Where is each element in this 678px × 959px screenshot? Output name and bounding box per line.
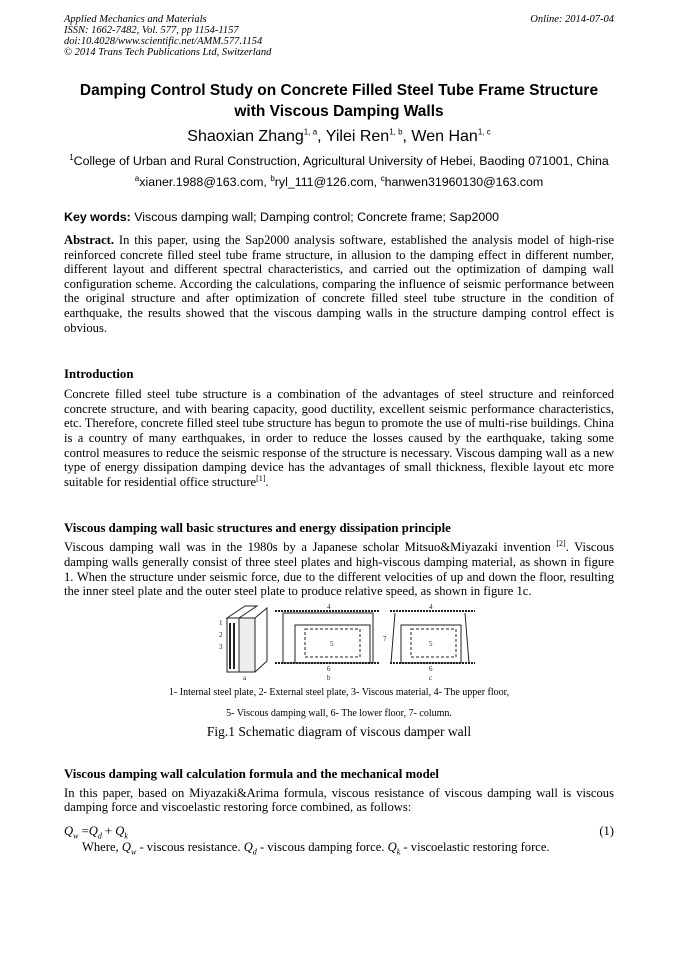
symbol-sub: d bbox=[252, 847, 257, 857]
paragraph-end: . bbox=[265, 474, 269, 489]
fig-label: 5 bbox=[330, 639, 334, 648]
copyright: © 2014 Trans Tech Publications Ltd, Switzerland bbox=[64, 47, 272, 58]
equation-number: (1) bbox=[599, 823, 614, 838]
fig-label: b bbox=[327, 673, 331, 682]
fig-label: 6 bbox=[429, 664, 433, 673]
title-line-1: Damping Control Study on Concrete Filled Steel Tube Frame Structure bbox=[79, 82, 599, 99]
figure-caption: Fig.1 Schematic diagram of viscous damper wall bbox=[206, 723, 472, 739]
keywords bbox=[64, 209, 614, 225]
keywords-text: Viscous damping wall; Damping control; Concrete frame; Sap2000 bbox=[130, 210, 500, 224]
section-heading: Viscous damping wall basic structures and energy dissipation principle bbox=[64, 521, 451, 536]
eq-sub: k bbox=[124, 831, 128, 841]
section-paragraph bbox=[64, 540, 614, 598]
where-text: - viscous resistance. bbox=[136, 839, 244, 854]
where-text: - viscous damping force. bbox=[256, 839, 388, 854]
symbol: Q bbox=[387, 839, 397, 854]
where-text: Where, bbox=[82, 839, 122, 854]
citation: [1] bbox=[256, 473, 266, 483]
author-sup: 1, c bbox=[477, 127, 491, 137]
symbol-sub: k bbox=[396, 847, 401, 857]
online-date: Online: 2014-07-04 bbox=[530, 14, 614, 25]
fig-label: 3 bbox=[219, 642, 223, 651]
section-heading: Introduction bbox=[64, 367, 134, 382]
journal-name: Applied Mechanics and Materials bbox=[64, 14, 207, 25]
abstract bbox=[64, 233, 614, 335]
eq-sub: d bbox=[97, 831, 102, 841]
author-name: Wen Han bbox=[411, 128, 478, 145]
doi: doi:10.4028/www.scientific.net/AMM.577.1154 bbox=[64, 36, 263, 47]
citation: [2] bbox=[556, 539, 566, 549]
issn: ISSN: 1662-7482, Vol. 577, pp 1154-1157 bbox=[64, 25, 239, 36]
fig-label: 6 bbox=[327, 664, 331, 673]
fig-label: a bbox=[243, 673, 247, 682]
eq-term: Q bbox=[115, 823, 125, 838]
fig-label: 1 bbox=[219, 618, 223, 627]
author-name: Shaoxian Zhang bbox=[187, 128, 304, 145]
emails bbox=[64, 174, 614, 190]
paragraph-text: Viscous damping wall was in the 1980s by a Japanese scholar Mitsuo&Miyazaki invention bbox=[64, 540, 557, 555]
email: ryl_111@126.com, bbox=[274, 175, 381, 189]
keywords-label: Key words: bbox=[64, 210, 131, 224]
journal-header bbox=[64, 14, 614, 58]
symbol-sub: w bbox=[130, 847, 137, 857]
paragraph-end: . Viscous damping walls generally consist of three steel plates and high-viscous damping material, as shown in figure 1. When the structure under seismic force, due to the different velocities of up and down the floor, resulting the inner steel plate and the outer steel plate to produce relative speed, as shown in figure 1c. bbox=[64, 540, 614, 599]
paper-title bbox=[64, 80, 614, 122]
fig-label: 5 bbox=[429, 639, 433, 648]
section-heading: Viscous damping wall calculation formula and the mechanical model bbox=[64, 766, 439, 781]
affil-sup: 1 bbox=[69, 152, 74, 162]
symbol: Q bbox=[121, 839, 131, 854]
author-name: Yilei Ren bbox=[325, 128, 390, 145]
eq-sub: w bbox=[73, 831, 79, 841]
abstract-label: Abstract. bbox=[64, 233, 115, 247]
fig-label: c bbox=[429, 673, 433, 682]
author-sup: 1, a bbox=[303, 127, 318, 137]
figure-legend: 1- Internal steel plate, 2- External steel plate, 3- Viscous material, 4- The upper floor, bbox=[168, 686, 510, 698]
email-sup: c bbox=[380, 173, 385, 183]
where-clause bbox=[64, 840, 614, 855]
equation-1 bbox=[64, 823, 614, 839]
email-sup: a bbox=[134, 173, 140, 183]
abstract-text: In this paper, using the Sap2000 analysis software, established the analysis model of high-rise reinforced concrete filled steel tube frame structure, in allusion to the damping effect in different number, different layout and different spectral characteristics, and carried out the optimization of damping wall configuration scheme. According the calculations, comparing the influence of seismic performance between the original structure and after optimization of concrete filled steel tube structure in the condition of earthquake, the results showed that the viscous damping walls in the structure damping control effect is obvious. bbox=[64, 233, 614, 335]
fig-label: 4 bbox=[327, 602, 331, 611]
eq-term: Q bbox=[88, 823, 98, 838]
fig-label: 2 bbox=[219, 630, 223, 639]
eq-op: = bbox=[78, 823, 89, 838]
eq-term: Q bbox=[64, 823, 74, 838]
where-text: - viscoelastic restoring force. bbox=[400, 839, 550, 854]
email: xianer.1988@163.com, bbox=[139, 175, 271, 189]
email-sup: b bbox=[270, 173, 275, 183]
eq-op: + bbox=[101, 823, 116, 838]
affil-text: College of Urban and Rural Construction, Agricultural University of Hebei, Baoding 071001, China bbox=[73, 154, 609, 168]
section-paragraph bbox=[64, 387, 614, 489]
fig-label: 7 bbox=[383, 634, 387, 643]
figure-legend: 5- Viscous damping wall, 6- The lower floor, 7- column. bbox=[226, 707, 452, 719]
authors: Shaoxian Zhang$^{1, a}$, Yilei Ren$^{1, b}$, Wen Han$^{1, c}$ bbox=[187, 127, 491, 145]
symbol: Q bbox=[243, 839, 253, 854]
section-paragraph: In this paper, based on Miyazaki&Arima formula, viscous resistance of viscous damping wall is viscous damping force and viscoelastic restoring force combined, as follows: bbox=[64, 785, 614, 815]
email: hanwen31960130@163.com bbox=[384, 175, 544, 189]
title-line-2: with Viscous Damping Walls bbox=[234, 103, 444, 120]
fig-label: 4 bbox=[429, 602, 433, 611]
affiliation bbox=[64, 153, 614, 169]
paragraph-text: Concrete filled steel tube structure is a combination of the advantages of steel structure and reinforced concrete structure, and with bearing capacity, good ductility, excellent seismic performance characteristics, etc. Therefore, concrete filled steel tube structure has begun to promote the use of multi-rise buildings. China is a country of many earthquakes, in order to reduce the losses caused by the earthquake, taking some control measures to reduce the seismic response of the structure is necessary. Viscous damping wall as a new type of energy dissipation damping device has the advantages of small thickness, flexible layout etc more suitable for residential office structure bbox=[64, 387, 614, 489]
author-sup: 1, b bbox=[389, 127, 403, 137]
figure-1-schematic bbox=[215, 603, 475, 683]
